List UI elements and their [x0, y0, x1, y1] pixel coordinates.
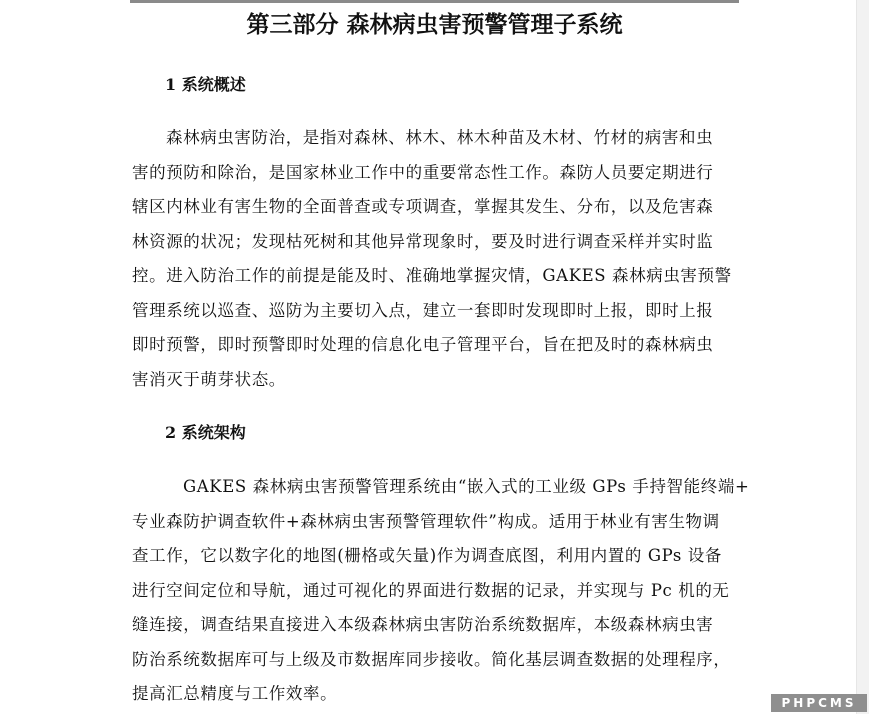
- architecture-paragraph: [132, 470, 750, 712]
- scrollbar-track[interactable]: [856, 0, 869, 714]
- paragraph-line: 辖区内林业有害生物的全面普查或专项调查，掌握其发生、分布，以及危害森: [132, 197, 714, 216]
- paragraph-line: 防治系统数据库可与上级及市数据库同步接收。简化基层调查数据的处理程序，: [132, 649, 731, 669]
- paragraph-line: 提高汇总精度与工作效率。: [132, 684, 338, 703]
- paragraph-line: 林资源的状况；发现枯死树和其他异常现象时，要及时进行调查采样并实时监: [132, 231, 714, 251]
- overview-paragraph: [132, 121, 742, 397]
- watermark-logo: PHPCMS: [771, 694, 867, 712]
- paragraph-line: 森林病虫害防治，是指对森林、林木、林木种苗及木材、竹材的病害和虫: [166, 128, 714, 147]
- page-top-border: [130, 0, 739, 3]
- paragraph-line: 查工作，它以数字化的地图(栅格或矢量)作为调查底图，利用内置的 GPs 设备: [132, 546, 722, 565]
- paragraph-line: 害消灭于萌芽状态。: [132, 369, 286, 389]
- paragraph-line: 管理系统以巡查、巡防为主要切入点，建立一套即时发现即时上报，即时上报: [132, 300, 714, 320]
- section-heading-overview: 1 系统概述: [165, 75, 246, 94]
- paragraph-line: 专业森防护调查软件+森林病虫害预警管理软件”构成。适用于林业有害生物调: [132, 511, 720, 531]
- page-title: 第三部分 森林病虫害预警管理子系统: [246, 11, 623, 38]
- paragraph-line: 即时预警，即时预警即时处理的信息化电子管理平台，旨在把及时的森林病虫: [132, 335, 714, 354]
- paragraph-line: 缝连接，调查结果直接进入本级森林病虫害防治系统数据库，本级森林病虫害: [132, 615, 714, 634]
- paragraph-line: 害的预防和除治，是国家林业工作中的重要常态性工作。森防人员要定期进行: [132, 162, 714, 182]
- paragraph-line: 进行空间定位和导航，通过可视化的界面进行数据的记录，并实现与 Pc 机的无: [132, 580, 730, 600]
- section-heading-architecture: 2 系统架构: [165, 423, 246, 442]
- paragraph-line: 控。进入防治工作的前提是能及时、准确地掌握灾情，GAKES 森林病虫害预警: [132, 266, 732, 285]
- paragraph-line: GAKES 森林病虫害预警管理系统由“嵌入式的工业级 GPs 手持智能终端+: [183, 477, 750, 496]
